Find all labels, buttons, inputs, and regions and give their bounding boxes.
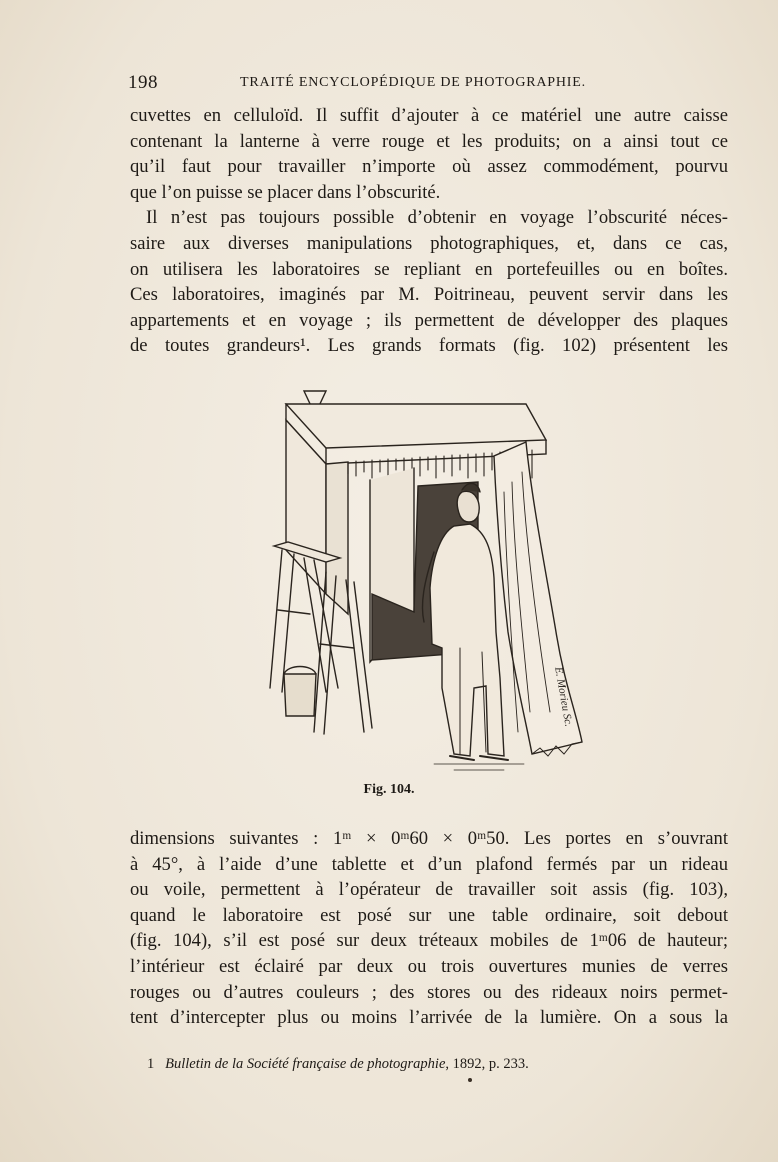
footnote-number: 1 (147, 1056, 155, 1072)
text-line: à 45°, à l’aide d’une tablette et d’un plafond fermés par un rideau (130, 853, 728, 875)
text-line: cuvettes en celluloïd. Il suffit d’ajouter à ce matériel une autre caisse (130, 105, 728, 126)
text-line: on utilisera les laboratoires se repliant en portefeuilles ou en boîtes. (130, 258, 728, 280)
text-line: (fig. 104), s’il est posé sur deux tréteaux mobiles de 1ᵐ06 de hauteur; (130, 930, 728, 952)
ornament-dot (468, 1078, 472, 1082)
body-text-top (130, 103, 728, 359)
text-line: de toutes grandeurs¹. Les grands formats (fig. 102) présentent les (130, 335, 728, 357)
text-line: saire aux diverses manipulations photographiques, et, dans ce cas, (130, 232, 728, 254)
text-line: Ces laboratoires, imaginés par M. Poitrineau, peuvent servir dans les (130, 284, 728, 306)
text-line: rouges ou d’autres couleurs ; des stores ou des rideaux noirs permet- (130, 981, 728, 1003)
text-line: tent d’intercepter plus ou moins l’arrivée de la lumière. On a sous la (130, 1007, 728, 1029)
text-line: appartements et en voyage ; ils permettent de développer des plaques (130, 309, 728, 331)
figure-illustration (264, 382, 604, 774)
text-line: que l’on puisse se placer dans l’obscurité. (130, 181, 441, 203)
footnote-details: , 1892, p. 233. (445, 1056, 529, 1072)
text-line: qu’il faut pour travailler n’importe où assez commodément, pourvu (130, 156, 728, 178)
engraver-signature: E. Morieu Sc. (552, 666, 575, 728)
running-title: TRAITÉ ENCYCLOPÉDIQUE DE PHOTOGRAPHIE. (240, 75, 586, 90)
body-text-bottom (130, 826, 728, 1031)
page-number: 198 (128, 72, 158, 93)
text-line: l’intérieur est éclairé par deux ou trois ouvertures munies de verres (130, 955, 728, 977)
footnote (147, 1056, 529, 1073)
text-line: Il n’est pas toujours possible d’obtenir en voyage l’obscurité néces- (146, 207, 728, 229)
footnote-source: Bulletin de la Société française de photographie (165, 1056, 446, 1072)
text-line: ou voile, permettent à l’opérateur de travailler soit assis (fig. 103), (130, 879, 728, 901)
text-line: dimensions suivantes : 1ᵐ × 0ᵐ60 × 0ᵐ50. Les portes en s’ouvrant (130, 828, 728, 849)
text-line: quand le laboratoire est posé sur une table ordinaire, soit debout (130, 904, 728, 926)
page-header (128, 72, 728, 98)
text-line: contenant la lanterne à verre rouge et les produits; on a ainsi tout ce (130, 130, 728, 152)
figure-caption: Fig. 104. (363, 782, 415, 797)
darkroom-engraving (264, 382, 604, 774)
